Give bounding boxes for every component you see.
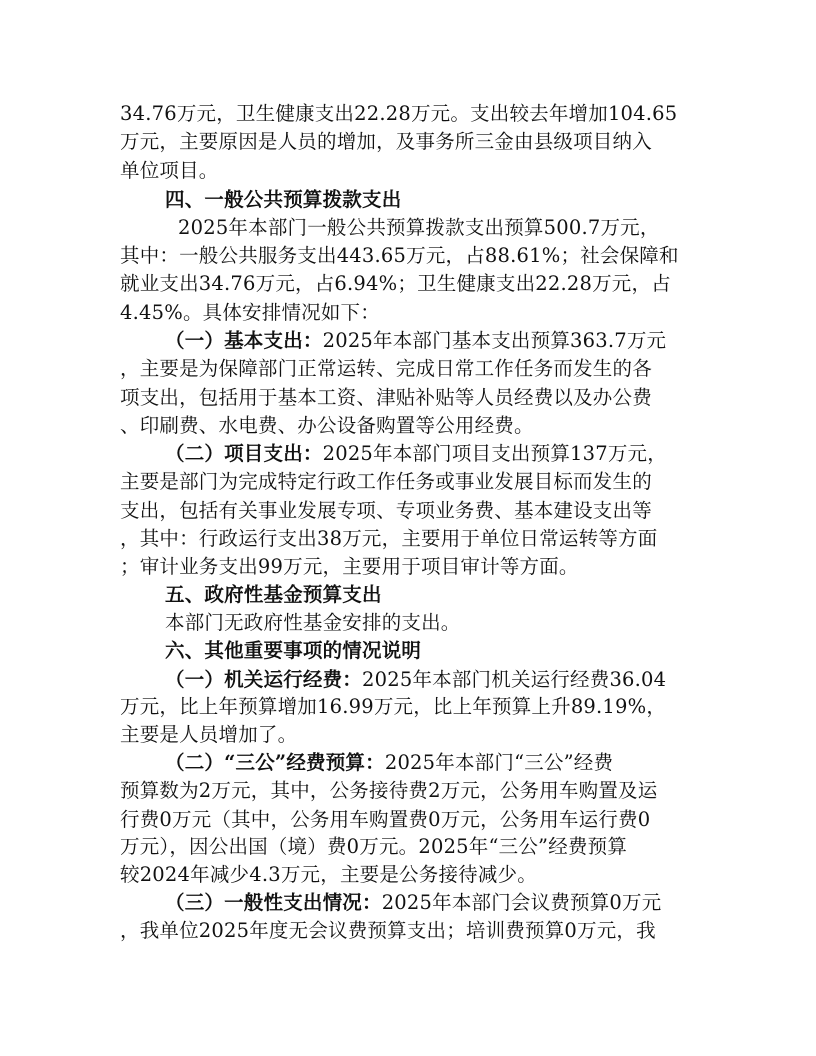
body-text: 万元，比上年预算增加16.99万元，比上年预算上升89.19%， — [120, 695, 667, 718]
heading-text: （一）基本支出： — [165, 329, 323, 352]
body-text: 本部门无政府性基金安排的支出。 — [165, 611, 461, 634]
text-line — [165, 581, 745, 609]
text-line — [165, 889, 745, 917]
body-text: ，其中：行政运行支出38万元，主要用于单位日常运转等方面 — [120, 527, 658, 550]
body-text: 2025年本部门基本支出预算363.7万元 — [322, 329, 667, 352]
body-text: 4.45%。具体安排情况如下： — [120, 301, 380, 324]
text-line — [120, 355, 700, 383]
body-text: 2025年本部门一般公共预算拨款支出预算500.7万元， — [178, 216, 660, 239]
body-text: ，我单位2025年度无会议费预算支出；培训费预算0万元，我 — [120, 919, 656, 942]
text-line — [120, 412, 700, 440]
text-line — [120, 777, 700, 805]
heading-text: （二）“三公”经费预算： — [165, 751, 385, 774]
body-text: 项支出，包括用于基本工资、津贴补贴等人员经费以及办公费 — [120, 386, 652, 409]
body-text: 万元，主要原因是人员的增加，及事务所三金由县级项目纳入 — [120, 130, 652, 153]
text-line — [165, 327, 745, 355]
text-line — [165, 609, 745, 637]
text-line — [178, 214, 758, 242]
text-line — [165, 186, 745, 214]
body-text: 较2024年减少4.3万元，主要是公务接待减少。 — [120, 863, 537, 886]
text-line — [120, 861, 700, 889]
text-line — [120, 917, 700, 945]
text-line — [120, 384, 700, 412]
text-line — [120, 553, 700, 581]
body-text: ，主要是为保障部门正常运转、完成日常工作任务而发生的各 — [120, 357, 652, 380]
text-line — [165, 637, 745, 665]
text-line — [120, 468, 700, 496]
heading-text: 六、其他重要事项的情况说明 — [165, 639, 422, 662]
body-text: 34.76万元，卫生健康支出22.28万元。支出较去年增加104.65 — [120, 102, 678, 125]
body-text: 2025年本部门机关运行经费36.04 — [362, 668, 667, 691]
heading-text: （二）项目支出： — [165, 442, 323, 465]
heading-text: （三）一般性支出情况： — [165, 891, 382, 914]
body-text: 就业支出34.76万元，占6.94%；卫生健康支出22.28万元，占 — [120, 272, 671, 295]
text-line — [120, 833, 700, 861]
body-text: 主要是部门为完成特定行政工作任务或事业发展目标而发生的 — [120, 470, 652, 493]
heading-text: 五、政府性基金预算支出 — [165, 583, 382, 606]
body-text: 支出，包括有关事业发展专项、专项业务费、基本建设支出等 — [120, 499, 652, 522]
body-text: 其中：一般公共服务支出443.65万元，占88.61%；社会保障和 — [120, 244, 679, 267]
body-text: 2025年本部门项目支出预算137万元， — [322, 442, 667, 465]
text-line — [165, 749, 745, 777]
text-line — [120, 806, 700, 834]
body-text: 2025年本部门会议费预算0万元 — [381, 891, 662, 914]
text-line — [120, 721, 700, 749]
heading-text: （一）机关运行经费： — [165, 668, 363, 691]
body-text: 万元），因公出国（境）费0万元。2025年“三公”经费预算 — [120, 835, 628, 858]
body-text: 单位项目。 — [120, 159, 219, 182]
text-line — [120, 100, 700, 128]
body-text: 2025年本部门“三公”经费 — [384, 751, 614, 774]
text-line — [120, 299, 700, 327]
text-line — [120, 270, 700, 298]
text-line — [120, 497, 700, 525]
text-line — [120, 693, 700, 721]
text-line — [120, 157, 700, 185]
body-text: ；审计业务支出99万元，主要用于项目审计等方面。 — [120, 555, 579, 578]
body-text: 行费0万元（其中，公务用车购置费0万元，公务用车运行费0 — [120, 808, 651, 831]
body-text: 、印刷费、水电费、办公设备购置等公用经费。 — [120, 414, 534, 437]
text-line — [120, 525, 700, 553]
text-line — [165, 666, 745, 694]
heading-text: 四、一般公共预算拨款支出 — [165, 188, 402, 211]
text-line — [120, 128, 700, 156]
body-text: 主要是人员增加了。 — [120, 723, 298, 746]
text-line — [120, 242, 700, 270]
body-text: 预算数为2万元，其中，公务接待费2万元，公务用车购置及运 — [120, 779, 658, 802]
text-line — [165, 440, 745, 468]
